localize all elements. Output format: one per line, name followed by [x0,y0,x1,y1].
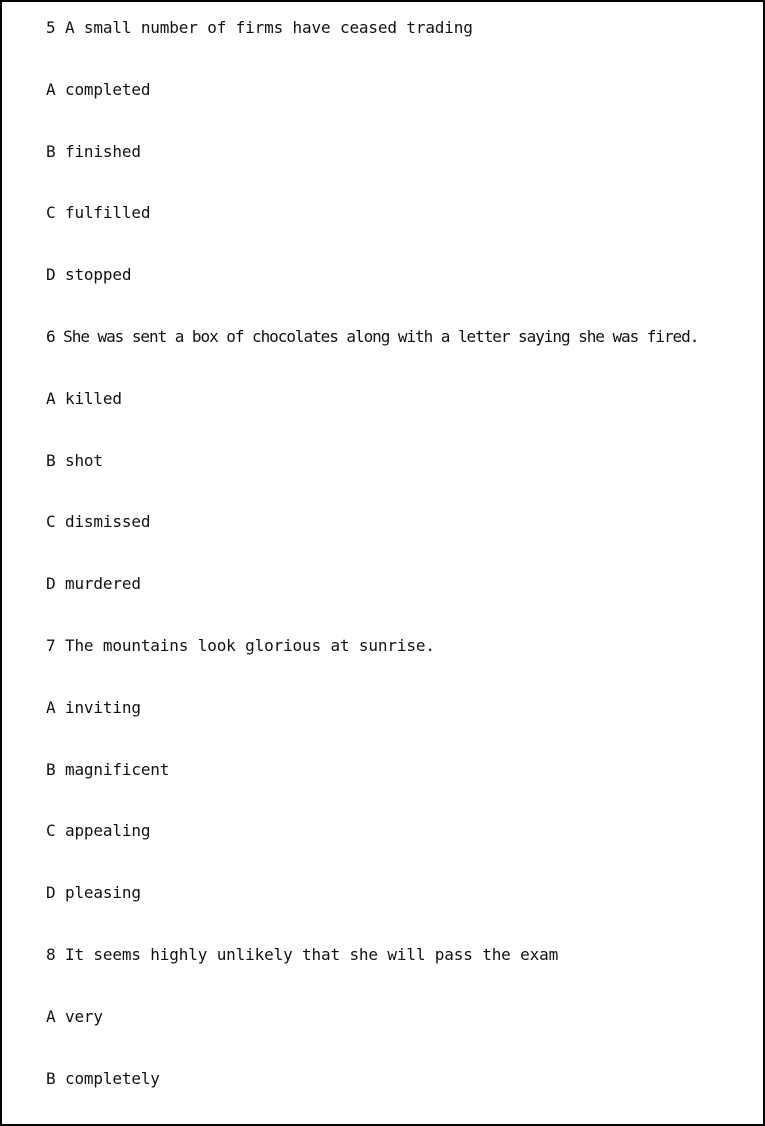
question-6-option-b: B shot [46,451,103,470]
question-8-stem: 8 It seems highly unlikely that she will pass the exam [46,945,559,964]
question-5-option-a: A completed [46,80,151,99]
question-7-stem: 7 The mountains look glorious at sunrise. [46,636,435,655]
question-8-option-b: B completely [46,1069,160,1088]
question-7-option-d: D pleasing [46,883,141,902]
question-6-option-a: A killed [46,389,122,408]
question-5-stem: 5 A small number of firms have ceased trading [46,18,473,37]
question-5-option-c: C fulfilled [46,203,151,222]
question-6-stem: 6 She was sent a box of chocolates along with a letter saying she was fired. [46,327,699,346]
question-7-option-b: B magnificent [46,760,170,779]
question-7-option-a: A inviting [46,698,141,717]
question-7-option-c: C appealing [46,821,151,840]
question-6-option-d: D murdered [46,574,141,593]
question-8-option-a: A very [46,1007,103,1026]
question-5-option-b: B finished [46,142,141,161]
question-6-option-c: C dismissed [46,512,151,531]
question-5-option-d: D stopped [46,265,132,284]
